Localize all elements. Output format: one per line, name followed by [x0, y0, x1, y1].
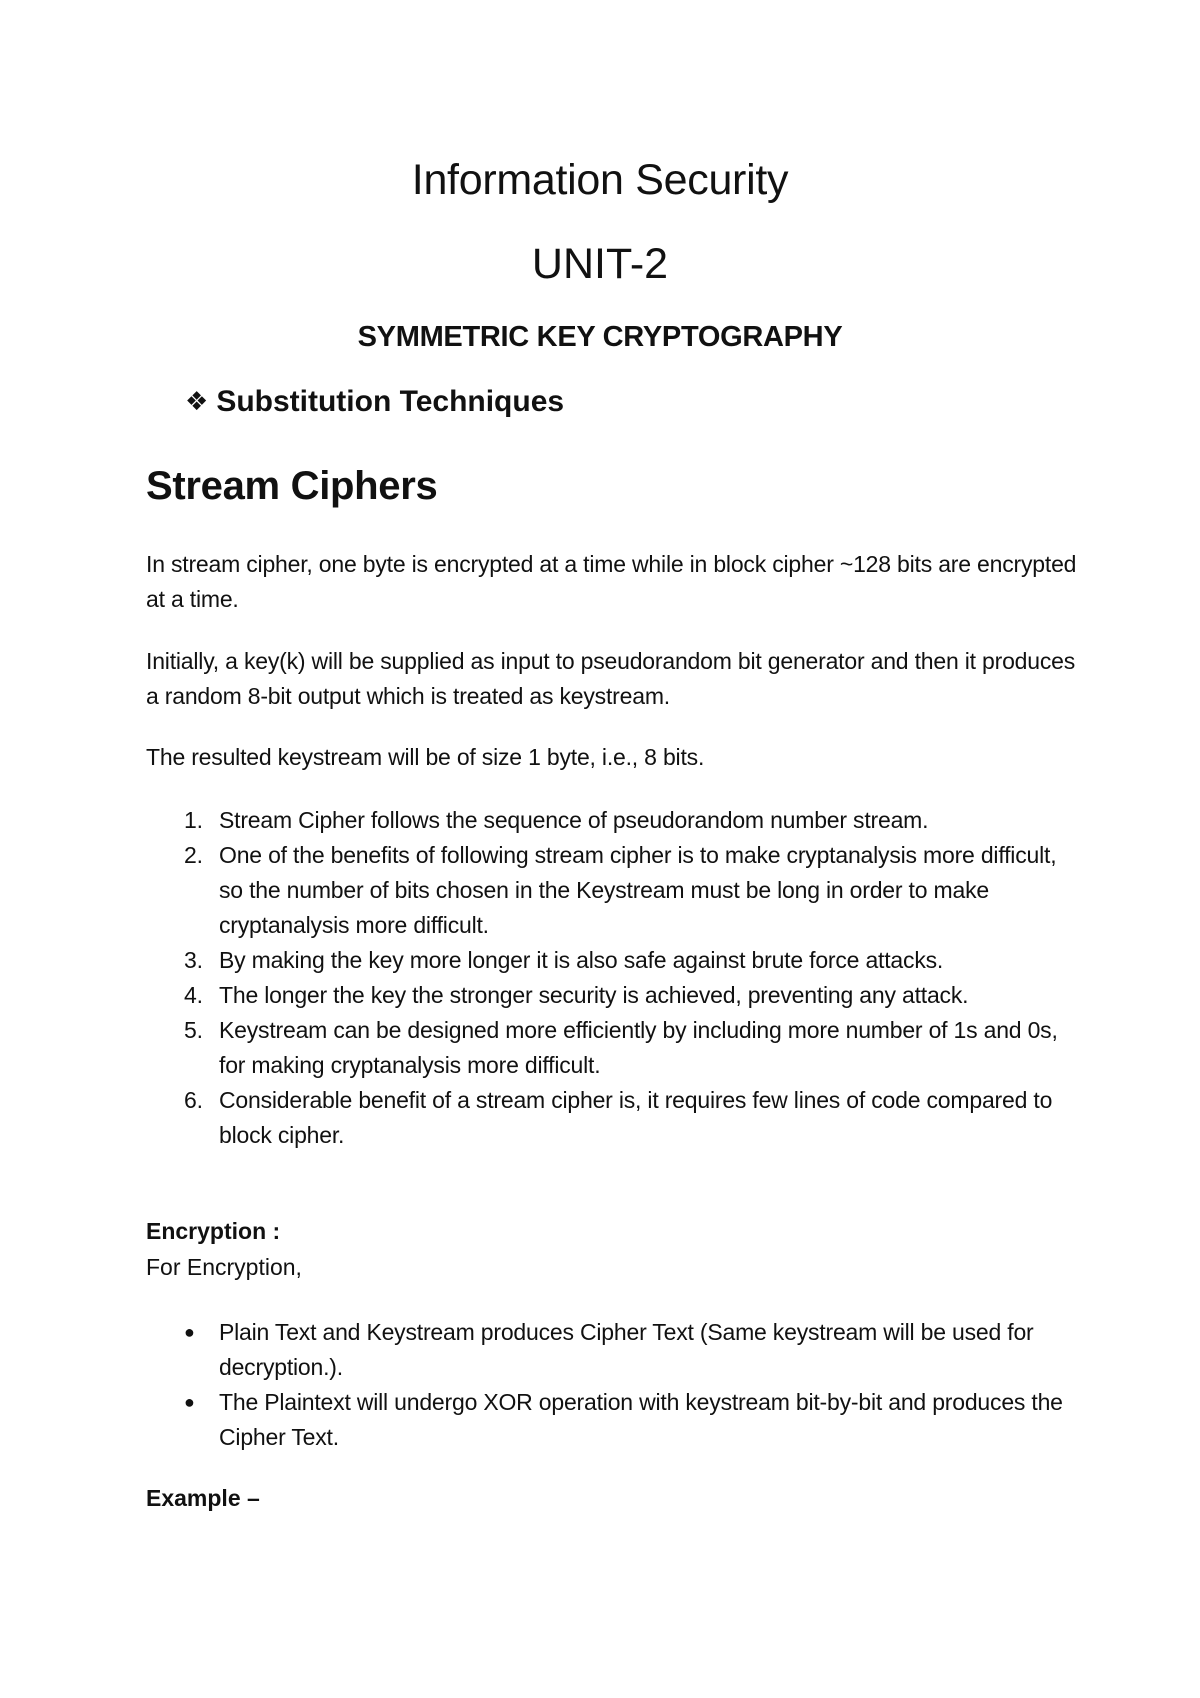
bullet-icon: ●: [184, 1392, 195, 1412]
paragraph: In stream cipher, one byte is encrypted at a time while in block cipher ~128 bits are encrypted at a time.: [146, 551, 1077, 612]
list-number: 2.: [184, 842, 203, 868]
paragraph: The resulted keystream will be of size 1 byte, i.e., 8 bits.: [146, 744, 705, 770]
list-number: 4.: [184, 982, 203, 1008]
document-title: Information Security: [411, 156, 789, 204]
list-item-text: Keystream can be designed more efficiently by including more number of 1s and 0s, for making cryptanalysis more difficult.: [219, 1017, 1058, 1078]
numbered-list: [146, 803, 1086, 1153]
list-number: 1.: [184, 807, 203, 833]
bullet-list: [146, 1315, 1086, 1455]
list-item-text: Stream Cipher follows the sequence of pseudorandom number stream.: [219, 807, 929, 833]
list-item-text: Plain Text and Keystream produces Cipher Text (Same keystream will be used for decryption.).: [219, 1319, 1034, 1380]
subsection-label: Substitution Techniques: [216, 385, 565, 418]
list-item: [146, 1083, 1086, 1153]
list-item: [146, 838, 1086, 943]
list-item-text: Considerable benefit of a stream cipher is, it requires few lines of code compared to block cipher.: [219, 1087, 1053, 1148]
paragraph: Initially, a key(k) will be supplied as input to pseudorandom bit generator and then it produces a random 8-bit output which is treated as keystream.: [146, 648, 1076, 709]
encryption-label: Encryption :: [146, 1218, 281, 1244]
list-item: [146, 978, 1086, 1013]
list-number: 5.: [184, 1017, 203, 1043]
list-item-text: The longer the key the stronger security is achieved, preventing any attack.: [219, 982, 969, 1008]
list-item: [146, 943, 1086, 978]
section-heading: Stream Ciphers: [146, 464, 438, 508]
list-item: [146, 1385, 1086, 1455]
list-number: 6.: [184, 1087, 203, 1113]
encryption-intro: For Encryption,: [146, 1254, 302, 1280]
subsection-heading: [185, 385, 564, 419]
list-number: 3.: [184, 947, 203, 973]
bullet-icon: ●: [184, 1322, 195, 1342]
topic-subtitle: SYMMETRIC KEY CRYPTOGRAPHY: [357, 321, 843, 353]
list-item-text: The Plaintext will undergo XOR operation with keystream bit-by-bit and produces the Cipher Text.: [219, 1389, 1063, 1450]
list-item-text: One of the benefits of following stream cipher is to make cryptanalysis more difficult, so the number of bits chosen in the Keystream must be long in order to make cryptanalysis more difficult.: [219, 842, 1057, 938]
list-item: [146, 1013, 1086, 1083]
example-label: Example –: [146, 1485, 260, 1511]
list-item-text: By making the key more longer it is also safe against brute force attacks.: [219, 947, 944, 973]
unit-heading: UNIT-2: [531, 240, 669, 288]
list-item: [146, 1315, 1086, 1385]
list-item: [146, 803, 1086, 838]
diamond-bullet-icon: ❖: [185, 386, 209, 416]
